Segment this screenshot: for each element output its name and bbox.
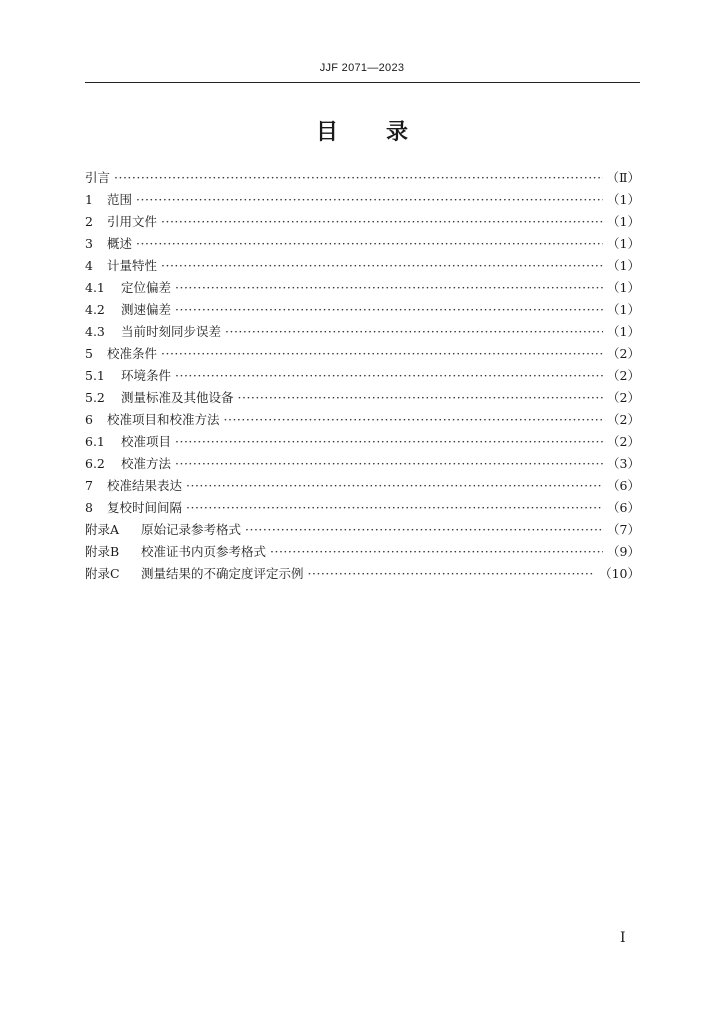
toc-entry-page: （9） <box>607 544 640 559</box>
toc-entry-page: （2） <box>607 368 640 383</box>
toc-entry-page: （1） <box>607 192 640 207</box>
toc-leader-dots <box>238 390 604 405</box>
toc-entry-number: 4.3 <box>85 324 105 339</box>
toc-entry-page: （1） <box>607 214 640 229</box>
toc-leader-dots <box>225 324 603 339</box>
toc-entry-page: （1） <box>607 280 640 295</box>
toc-leader-dots <box>175 368 603 383</box>
document-code-header: JJF 2071—2023 <box>319 62 405 74</box>
toc-entry-label: 测速偏差 <box>121 302 172 317</box>
toc-entry[interactable] <box>85 498 640 520</box>
toc-entry-label: 环境条件 <box>121 368 172 383</box>
toc-entry-page: （1） <box>607 324 640 339</box>
toc-entry-page: （6） <box>607 478 640 493</box>
toc-entry[interactable] <box>85 388 640 410</box>
toc-entry[interactable] <box>85 366 640 388</box>
toc-entry-number: 6.1 <box>85 434 105 449</box>
toc-entry-label: 校准项目 <box>121 434 172 449</box>
toc-entry-label: 校准结果表达 <box>107 478 183 493</box>
toc-entry-number: 2 <box>85 214 93 229</box>
toc-entry-page: （1） <box>607 258 640 273</box>
toc-entry-number: 5.2 <box>85 390 105 405</box>
toc-entry-page: （1） <box>607 302 640 317</box>
toc-entry-label: 范围 <box>107 192 133 207</box>
page-number: Ⅰ <box>620 930 626 946</box>
toc-entry-label: 校准证书内页参考格式 <box>141 544 267 559</box>
toc-entry-number: 6 <box>85 412 93 427</box>
toc-leader-dots <box>175 302 603 317</box>
toc-entry[interactable] <box>85 520 640 542</box>
table-of-contents <box>85 168 640 586</box>
toc-leader-dots <box>186 500 603 515</box>
toc-entry-number: 4.2 <box>85 302 105 317</box>
toc-leader-dots <box>175 456 603 471</box>
toc-entry-label: 测量结果的不确定度评定示例 <box>141 566 304 581</box>
toc-entry-label: 引用文件 <box>107 214 158 229</box>
toc-entry[interactable] <box>85 476 640 498</box>
toc-entry[interactable] <box>85 542 640 564</box>
toc-leader-dots <box>245 522 603 537</box>
toc-entry[interactable] <box>85 168 640 190</box>
toc-entry-label: 复校时间间隔 <box>107 500 183 515</box>
toc-leader-dots <box>161 258 603 273</box>
toc-entry-page: （2） <box>607 390 640 405</box>
toc-entry-page: （6） <box>607 500 640 515</box>
toc-entry-number: 3 <box>85 236 93 251</box>
toc-entry[interactable] <box>85 278 640 300</box>
toc-entry-page: （3） <box>607 456 640 471</box>
toc-entry-number: 8 <box>85 500 93 515</box>
toc-entry-number: 4 <box>85 258 93 273</box>
toc-entry-page: （2） <box>607 412 640 427</box>
toc-leader-dots <box>161 214 603 229</box>
toc-entry-page: （2） <box>607 346 640 361</box>
toc-entry-label: 原始记录参考格式 <box>141 522 242 537</box>
toc-entry-label: 校准方法 <box>121 456 172 471</box>
toc-entry-number: 5.1 <box>85 368 105 383</box>
toc-entry[interactable] <box>85 564 640 586</box>
toc-leader-dots <box>161 346 603 361</box>
toc-entry[interactable] <box>85 454 640 476</box>
toc-leader-dots <box>136 236 603 251</box>
toc-entry-label: 校准项目和校准方法 <box>107 412 220 427</box>
toc-entry[interactable] <box>85 256 640 278</box>
header-rule <box>85 82 640 83</box>
toc-entry[interactable] <box>85 322 640 344</box>
toc-entry-number: 1 <box>85 192 93 207</box>
toc-entry[interactable] <box>85 300 640 322</box>
toc-entry-label: 定位偏差 <box>121 280 172 295</box>
toc-entry-label: 计量特性 <box>107 258 158 273</box>
toc-entry-number: 7 <box>85 478 93 493</box>
toc-entry-number: 附录C <box>85 566 120 581</box>
toc-entry-number: 附录A <box>85 522 120 537</box>
toc-entry-label: 引言 <box>85 170 111 185</box>
toc-entry-page: （7） <box>607 522 640 537</box>
toc-entry-label: 校准条件 <box>107 346 158 361</box>
toc-leader-dots <box>270 544 603 559</box>
toc-entry-label: 当前时刻同步误差 <box>121 324 222 339</box>
page-title: 目录 <box>315 119 456 145</box>
toc-leader-dots <box>186 478 603 493</box>
toc-entry[interactable] <box>85 410 640 432</box>
toc-entry[interactable] <box>85 234 640 256</box>
toc-entry[interactable] <box>85 432 640 454</box>
toc-leader-dots <box>136 192 603 207</box>
toc-entry-page: （Ⅱ） <box>606 170 640 185</box>
toc-entry-label: 测量标准及其他设备 <box>121 390 234 405</box>
toc-leader-dots <box>114 170 602 185</box>
toc-entry-page: （1） <box>607 236 640 251</box>
toc-entry-number: 6.2 <box>85 456 105 471</box>
toc-entry-number: 4.1 <box>85 280 105 295</box>
toc-leader-dots <box>224 412 604 427</box>
toc-leader-dots <box>175 280 603 295</box>
toc-entry-page: （10） <box>599 566 640 581</box>
toc-entry-page: （2） <box>607 434 640 449</box>
toc-entry-number: 5 <box>85 346 93 361</box>
toc-entry[interactable] <box>85 344 640 366</box>
toc-leader-dots <box>175 434 603 449</box>
toc-entry[interactable] <box>85 212 640 234</box>
toc-entry-label: 概述 <box>107 236 133 251</box>
toc-leader-dots <box>308 566 596 581</box>
toc-entry-number: 附录B <box>85 544 120 559</box>
toc-entry[interactable] <box>85 190 640 212</box>
